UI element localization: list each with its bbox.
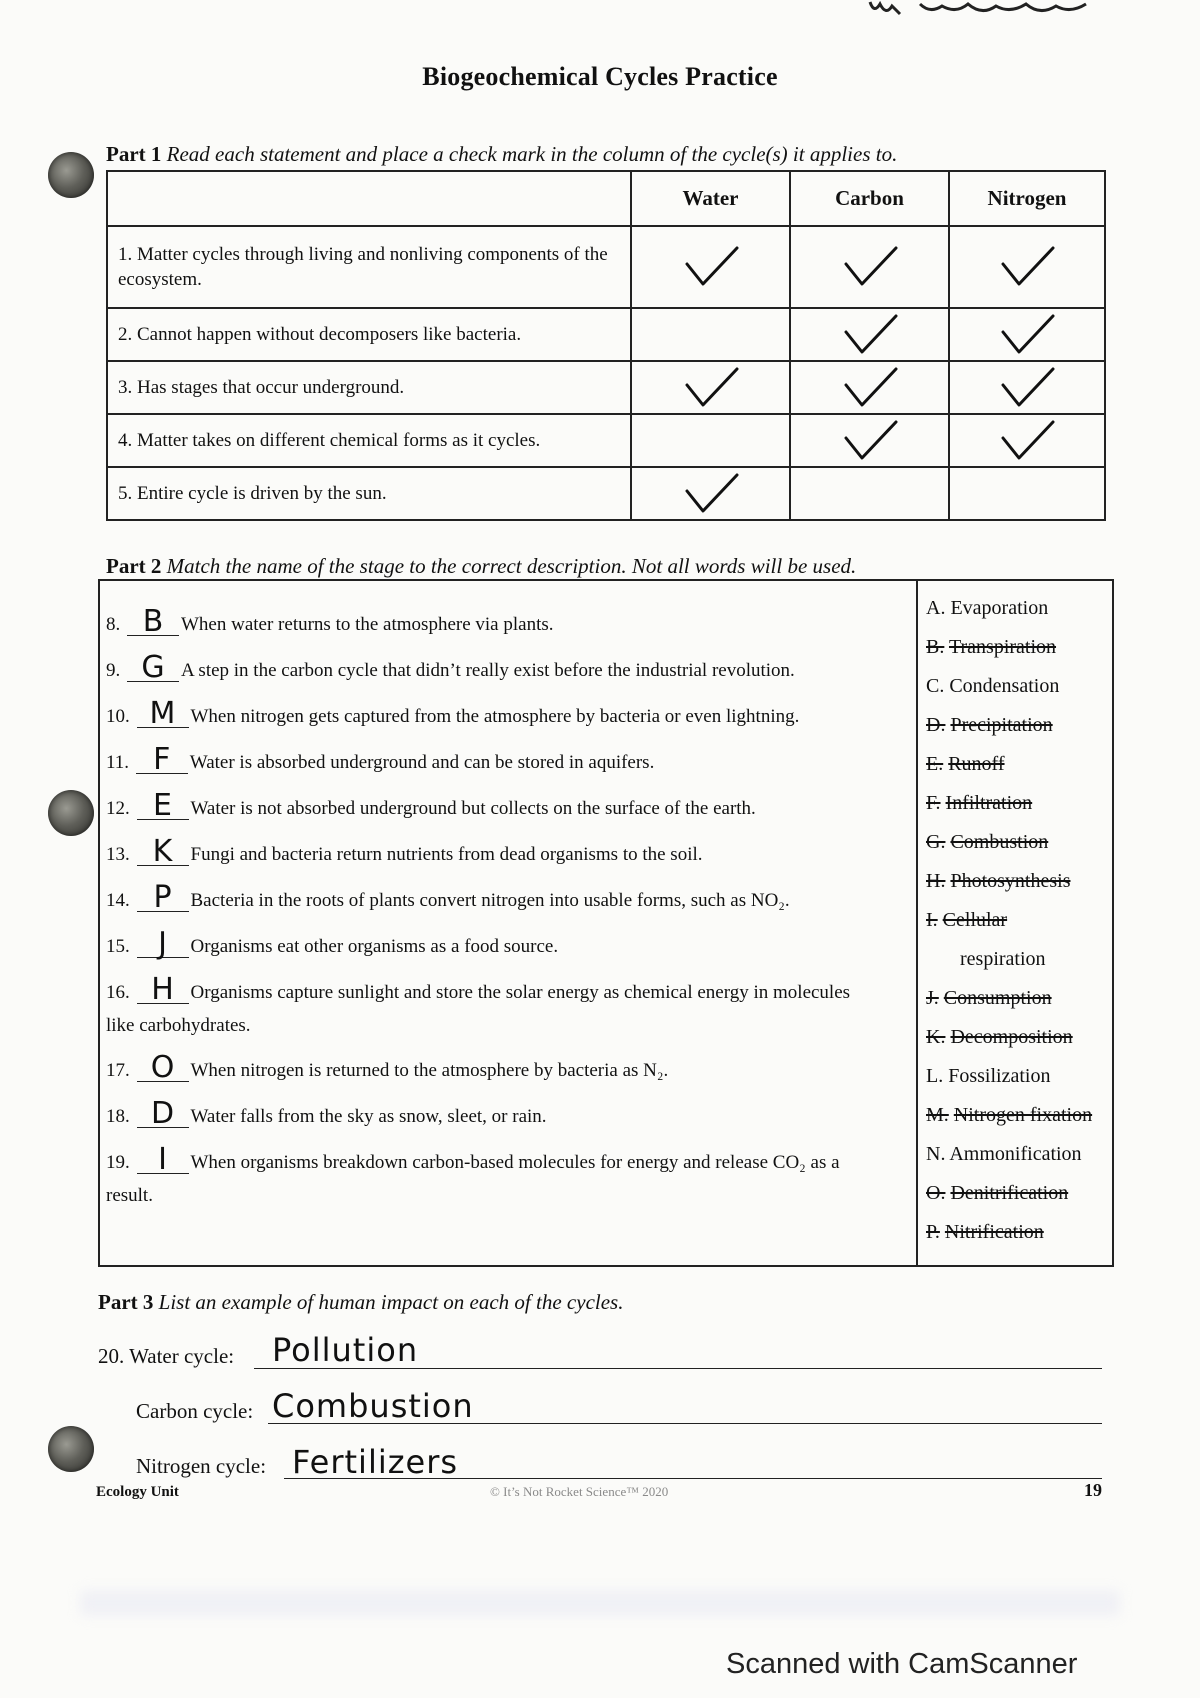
word-bank-letter: F. <box>926 792 941 814</box>
check-cell-carbon[interactable] <box>790 414 949 467</box>
word-bank-term: Cellular <box>942 909 1008 931</box>
word-bank-letter: C. <box>926 675 945 697</box>
word-bank-letter: E. <box>926 753 944 775</box>
question-text: A step in the carbon cycle that didn’t really exist before the industrial revolution. <box>181 660 795 681</box>
question-item <box>106 696 800 731</box>
part3-instruction: List an example of human impact on each of the cycles. <box>158 1290 624 1314</box>
word-bank-letter: I. <box>926 909 938 931</box>
part1-row <box>107 414 1105 467</box>
question-number: 8. <box>106 614 121 635</box>
question-text: When organisms breakdown carbon-based molecules for energy and release CO₂ as a <box>190 1152 840 1173</box>
check-mark-icon <box>997 242 1057 292</box>
word-bank-item <box>926 987 1052 1010</box>
answer-blank[interactable]: E <box>137 793 189 820</box>
word-bank-item <box>926 1026 1073 1049</box>
part3-label: Part 3 <box>98 1290 154 1314</box>
part2-matching-box <box>98 579 1114 1267</box>
word-bank-term: Consumption <box>943 987 1052 1009</box>
check-mark-icon <box>840 242 900 292</box>
question-text-continued: like carbohydrates. <box>106 1015 251 1036</box>
check-cell-nitrogen[interactable] <box>949 361 1105 414</box>
question-text: When nitrogen is returned to the atmosphere by bacteria as N₂. <box>190 1060 669 1081</box>
word-bank-term: Ammonification <box>949 1143 1082 1165</box>
page-number: 19 <box>1084 1480 1102 1500</box>
check-cell-water[interactable] <box>631 361 790 414</box>
check-cell-nitrogen[interactable] <box>949 308 1105 361</box>
word-bank-item <box>926 1143 1082 1166</box>
column-header-carbon: Carbon <box>790 171 949 226</box>
word-bank-term: Photosynthesis <box>950 870 1071 892</box>
word-bank-item <box>926 636 1056 659</box>
check-cell-carbon[interactable] <box>790 308 949 361</box>
word-bank-term: Denitrification <box>950 1182 1069 1204</box>
word-bank-term: Evaporation <box>950 597 1049 619</box>
answer-nitrogen-cycle: Fertilizers <box>292 1443 459 1481</box>
check-cell-nitrogen[interactable] <box>949 467 1105 520</box>
word-bank-item <box>926 1104 1092 1127</box>
question-item <box>106 650 795 685</box>
check-mark-icon <box>681 469 741 519</box>
word-bank-term: Infiltration <box>945 792 1033 814</box>
word-bank-term: Precipitation <box>950 714 1053 736</box>
question-item <box>106 1096 547 1131</box>
scan-smudge <box>80 1590 1120 1616</box>
camscanner-watermark: Scanned with CamScanner <box>726 1648 1078 1680</box>
word-bank-letter: O. <box>926 1182 946 1204</box>
question-number: 16. <box>106 982 130 1003</box>
word-bank-letter: D. <box>926 714 946 736</box>
word-bank-item <box>926 909 1007 932</box>
check-cell-water[interactable] <box>631 467 790 520</box>
footer-copyright: © It’s Not Rocket Science™ 2020 <box>490 1484 669 1499</box>
question-text: Water is not absorbed underground but collects on the surface of the earth. <box>190 798 756 819</box>
answer-blank[interactable]: K <box>137 839 189 866</box>
question-number: 12. <box>106 798 130 819</box>
word-bank-item <box>926 597 1048 620</box>
word-bank-term: Transpiration <box>948 636 1057 658</box>
question-text: Water is absorbed underground and can be stored in aquifers. <box>189 752 655 773</box>
binder-hole-top <box>48 152 94 198</box>
check-cell-water[interactable] <box>631 414 790 467</box>
check-mark-icon <box>681 242 741 292</box>
column-header-water: Water <box>631 171 790 226</box>
check-mark-icon <box>997 363 1057 413</box>
statement-cell: 1. Matter cycles through living and nonliving components of the ecosystem. <box>107 226 631 308</box>
header-blank <box>107 171 631 226</box>
statement-cell: 4. Matter takes on different chemical forms as it cycles. <box>107 414 631 467</box>
word-bank-term: Combustion <box>950 831 1049 853</box>
word-bank-letter: N. <box>926 1143 946 1165</box>
question-item <box>106 834 703 869</box>
part1-table <box>106 170 1106 521</box>
answer-blank[interactable]: M <box>137 701 189 728</box>
part1-instruction: Read each statement and place a check mark in the column of the cycle(s) it applies to. <box>166 142 898 166</box>
part2-divider <box>916 581 918 1265</box>
question-number: 13. <box>106 844 130 865</box>
question-text: Bacteria in the roots of plants convert nitrogen into usable forms, such as NO₂. <box>190 890 790 911</box>
word-bank-item <box>926 675 1059 698</box>
check-cell-water[interactable] <box>631 226 790 308</box>
word-bank-item <box>926 714 1053 737</box>
answer-water-cycle: Pollution <box>272 1331 419 1369</box>
binder-hole-middle <box>48 790 94 836</box>
question-text: When water returns to the atmosphere via plants. <box>181 614 554 635</box>
word-bank-item <box>926 1182 1068 1205</box>
question-item <box>106 1050 669 1085</box>
check-cell-carbon[interactable] <box>790 226 949 308</box>
question-number: 15. <box>106 936 130 957</box>
question-text: Fungi and bacteria return nutrients from dead organisms to the soil. <box>190 844 703 865</box>
name-scribble <box>860 0 1110 22</box>
word-bank-term: Nitrogen fixation <box>953 1104 1093 1126</box>
word-bank-term: Decomposition <box>950 1026 1073 1048</box>
question-item <box>106 926 559 961</box>
word-bank-item <box>926 1065 1050 1088</box>
word-bank-item <box>926 831 1048 854</box>
word-bank-letter: L. <box>926 1065 944 1087</box>
question-number: 14. <box>106 890 130 911</box>
word-bank-letter: J. <box>926 987 939 1009</box>
footer-unit: Ecology Unit <box>96 1484 179 1500</box>
column-header-nitrogen: Nitrogen <box>949 171 1105 226</box>
part3-prefix-nitrogen: Nitrogen cycle: <box>136 1454 267 1478</box>
check-cell-carbon[interactable] <box>790 467 949 520</box>
part1-row <box>107 467 1105 520</box>
check-mark-icon <box>840 310 900 360</box>
word-bank-term: Nitrification <box>944 1221 1044 1243</box>
part3-heading <box>98 1290 623 1315</box>
word-bank-letter: A. <box>926 597 946 619</box>
question-number: 9. <box>106 660 121 681</box>
question-item <box>106 604 554 639</box>
word-bank-letter: H. <box>926 870 946 892</box>
part2-heading <box>106 554 856 579</box>
check-mark-icon <box>997 310 1057 360</box>
word-bank-letter: B. <box>926 636 945 658</box>
statement-cell: 2. Cannot happen without decomposers like bacteria. <box>107 308 631 361</box>
question-text: Organisms capture sunlight and store the solar energy as chemical energy in molecules <box>190 982 851 1003</box>
question-item <box>106 788 756 823</box>
answer-blank[interactable]: F <box>136 747 188 774</box>
answer-blank[interactable]: G <box>127 655 179 682</box>
question-number: 10. <box>106 706 130 727</box>
word-bank-letter: G. <box>926 831 946 853</box>
question-item <box>106 742 655 777</box>
question-item <box>106 880 790 915</box>
check-cell-nitrogen[interactable] <box>949 414 1105 467</box>
part1-header-row <box>107 171 1105 226</box>
binder-hole-bottom <box>48 1426 94 1472</box>
word-bank-item <box>960 948 1046 971</box>
part2-instruction: Match the name of the stage to the correct description. Not all words will be used. <box>166 554 857 578</box>
check-mark-icon <box>840 416 900 466</box>
word-bank-term: Runoff <box>948 753 1005 775</box>
word-bank-item <box>926 1221 1044 1244</box>
part1-heading <box>106 142 897 167</box>
question-text: When nitrogen gets captured from the atmosphere by bacteria or even lightning. <box>190 706 800 727</box>
question-text: Water falls from the sky as snow, sleet, or rain. <box>190 1106 547 1127</box>
word-bank-letter: K. <box>926 1026 946 1048</box>
answer-carbon-cycle: Combustion <box>272 1387 474 1425</box>
question-number: 17. <box>106 1060 130 1081</box>
word-bank-item <box>926 870 1070 893</box>
question-number: 19. <box>106 1152 130 1173</box>
check-mark-icon <box>681 363 741 413</box>
statement-cell: 3. Has stages that occur underground. <box>107 361 631 414</box>
check-cell-water[interactable] <box>631 308 790 361</box>
question-text-continued: result. <box>106 1185 153 1206</box>
check-cell-nitrogen[interactable] <box>949 226 1105 308</box>
statement-cell: 5. Entire cycle is driven by the sun. <box>107 467 631 520</box>
check-mark-icon <box>840 363 900 413</box>
answer-blank[interactable]: O <box>137 1055 189 1082</box>
question-item <box>106 972 851 1007</box>
part1-row <box>107 226 1105 308</box>
page-title: Biogeochemical Cycles Practice <box>422 62 778 91</box>
word-bank-item <box>926 753 1005 776</box>
part3-prefix-carbon: Carbon cycle: <box>136 1399 254 1423</box>
part1-row <box>107 308 1105 361</box>
part1-row <box>107 361 1105 414</box>
word-bank-letter: M. <box>926 1104 949 1126</box>
part3-prefix-water: 20. Water cycle: <box>98 1344 235 1368</box>
word-bank-term: Condensation <box>949 675 1060 697</box>
answer-blank[interactable]: B <box>127 609 179 636</box>
question-number: 18. <box>106 1106 130 1127</box>
word-bank-letter: P. <box>926 1221 940 1243</box>
part1-label: Part 1 <box>106 142 162 166</box>
check-mark-icon <box>997 416 1057 466</box>
check-cell-carbon[interactable] <box>790 361 949 414</box>
word-bank-term: Fossilization <box>948 1065 1051 1087</box>
answer-blank[interactable]: H <box>137 977 189 1004</box>
answer-blank[interactable]: P <box>137 885 189 912</box>
word-bank-term: respiration <box>960 948 1046 970</box>
answer-blank[interactable]: D <box>137 1101 189 1128</box>
part2-label: Part 2 <box>106 554 162 578</box>
question-number: 11. <box>106 752 130 773</box>
answer-blank[interactable]: J <box>137 931 189 958</box>
answer-blank[interactable]: I <box>137 1147 189 1174</box>
question-text: Organisms eat other organisms as a food source. <box>190 936 559 957</box>
word-bank-item <box>926 792 1032 815</box>
question-item <box>106 1142 840 1177</box>
